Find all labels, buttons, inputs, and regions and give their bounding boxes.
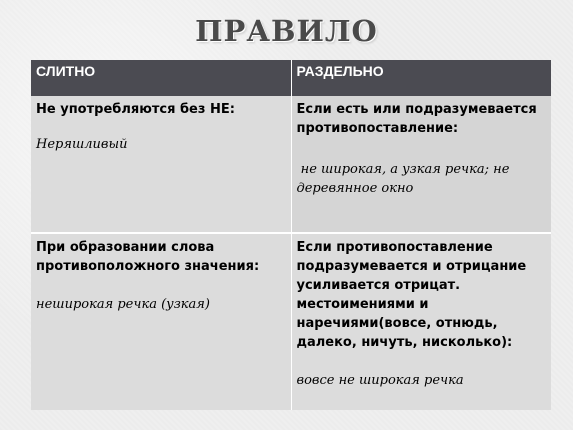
table-cell xyxy=(291,233,551,410)
example-text: вовсе не широкая речка xyxy=(296,373,464,388)
example-text: Неряшливый xyxy=(36,137,128,152)
example-text: не широкая, а узкая речка; не деревянное окно xyxy=(296,162,514,196)
table-cell xyxy=(31,96,291,233)
example-text: неширокая речка (узкая) xyxy=(36,297,210,312)
rule-text: Не употребляются без НЕ: xyxy=(36,102,235,117)
table-cell xyxy=(291,96,551,233)
rule-text: Если есть или подразумевается противопоставление: xyxy=(296,102,537,136)
rule-text: При образовании слова противоположного значения: xyxy=(36,240,260,274)
table-cell xyxy=(31,233,291,410)
header-left: СЛИТНО xyxy=(31,60,291,96)
header-row xyxy=(31,60,551,96)
header-right: РАЗДЕЛЬНО xyxy=(291,60,551,96)
rule-text: Если противопоставление подразумевается и отрицание усиливается отрицат. местоимениями и наречиями(вовсе, отнюдь, далеко, ничуть, нисколько): xyxy=(296,240,527,350)
rule-table xyxy=(31,60,551,410)
page-title: ПРАВИЛО xyxy=(195,14,378,48)
table-row xyxy=(31,233,551,410)
table-row xyxy=(31,96,551,233)
